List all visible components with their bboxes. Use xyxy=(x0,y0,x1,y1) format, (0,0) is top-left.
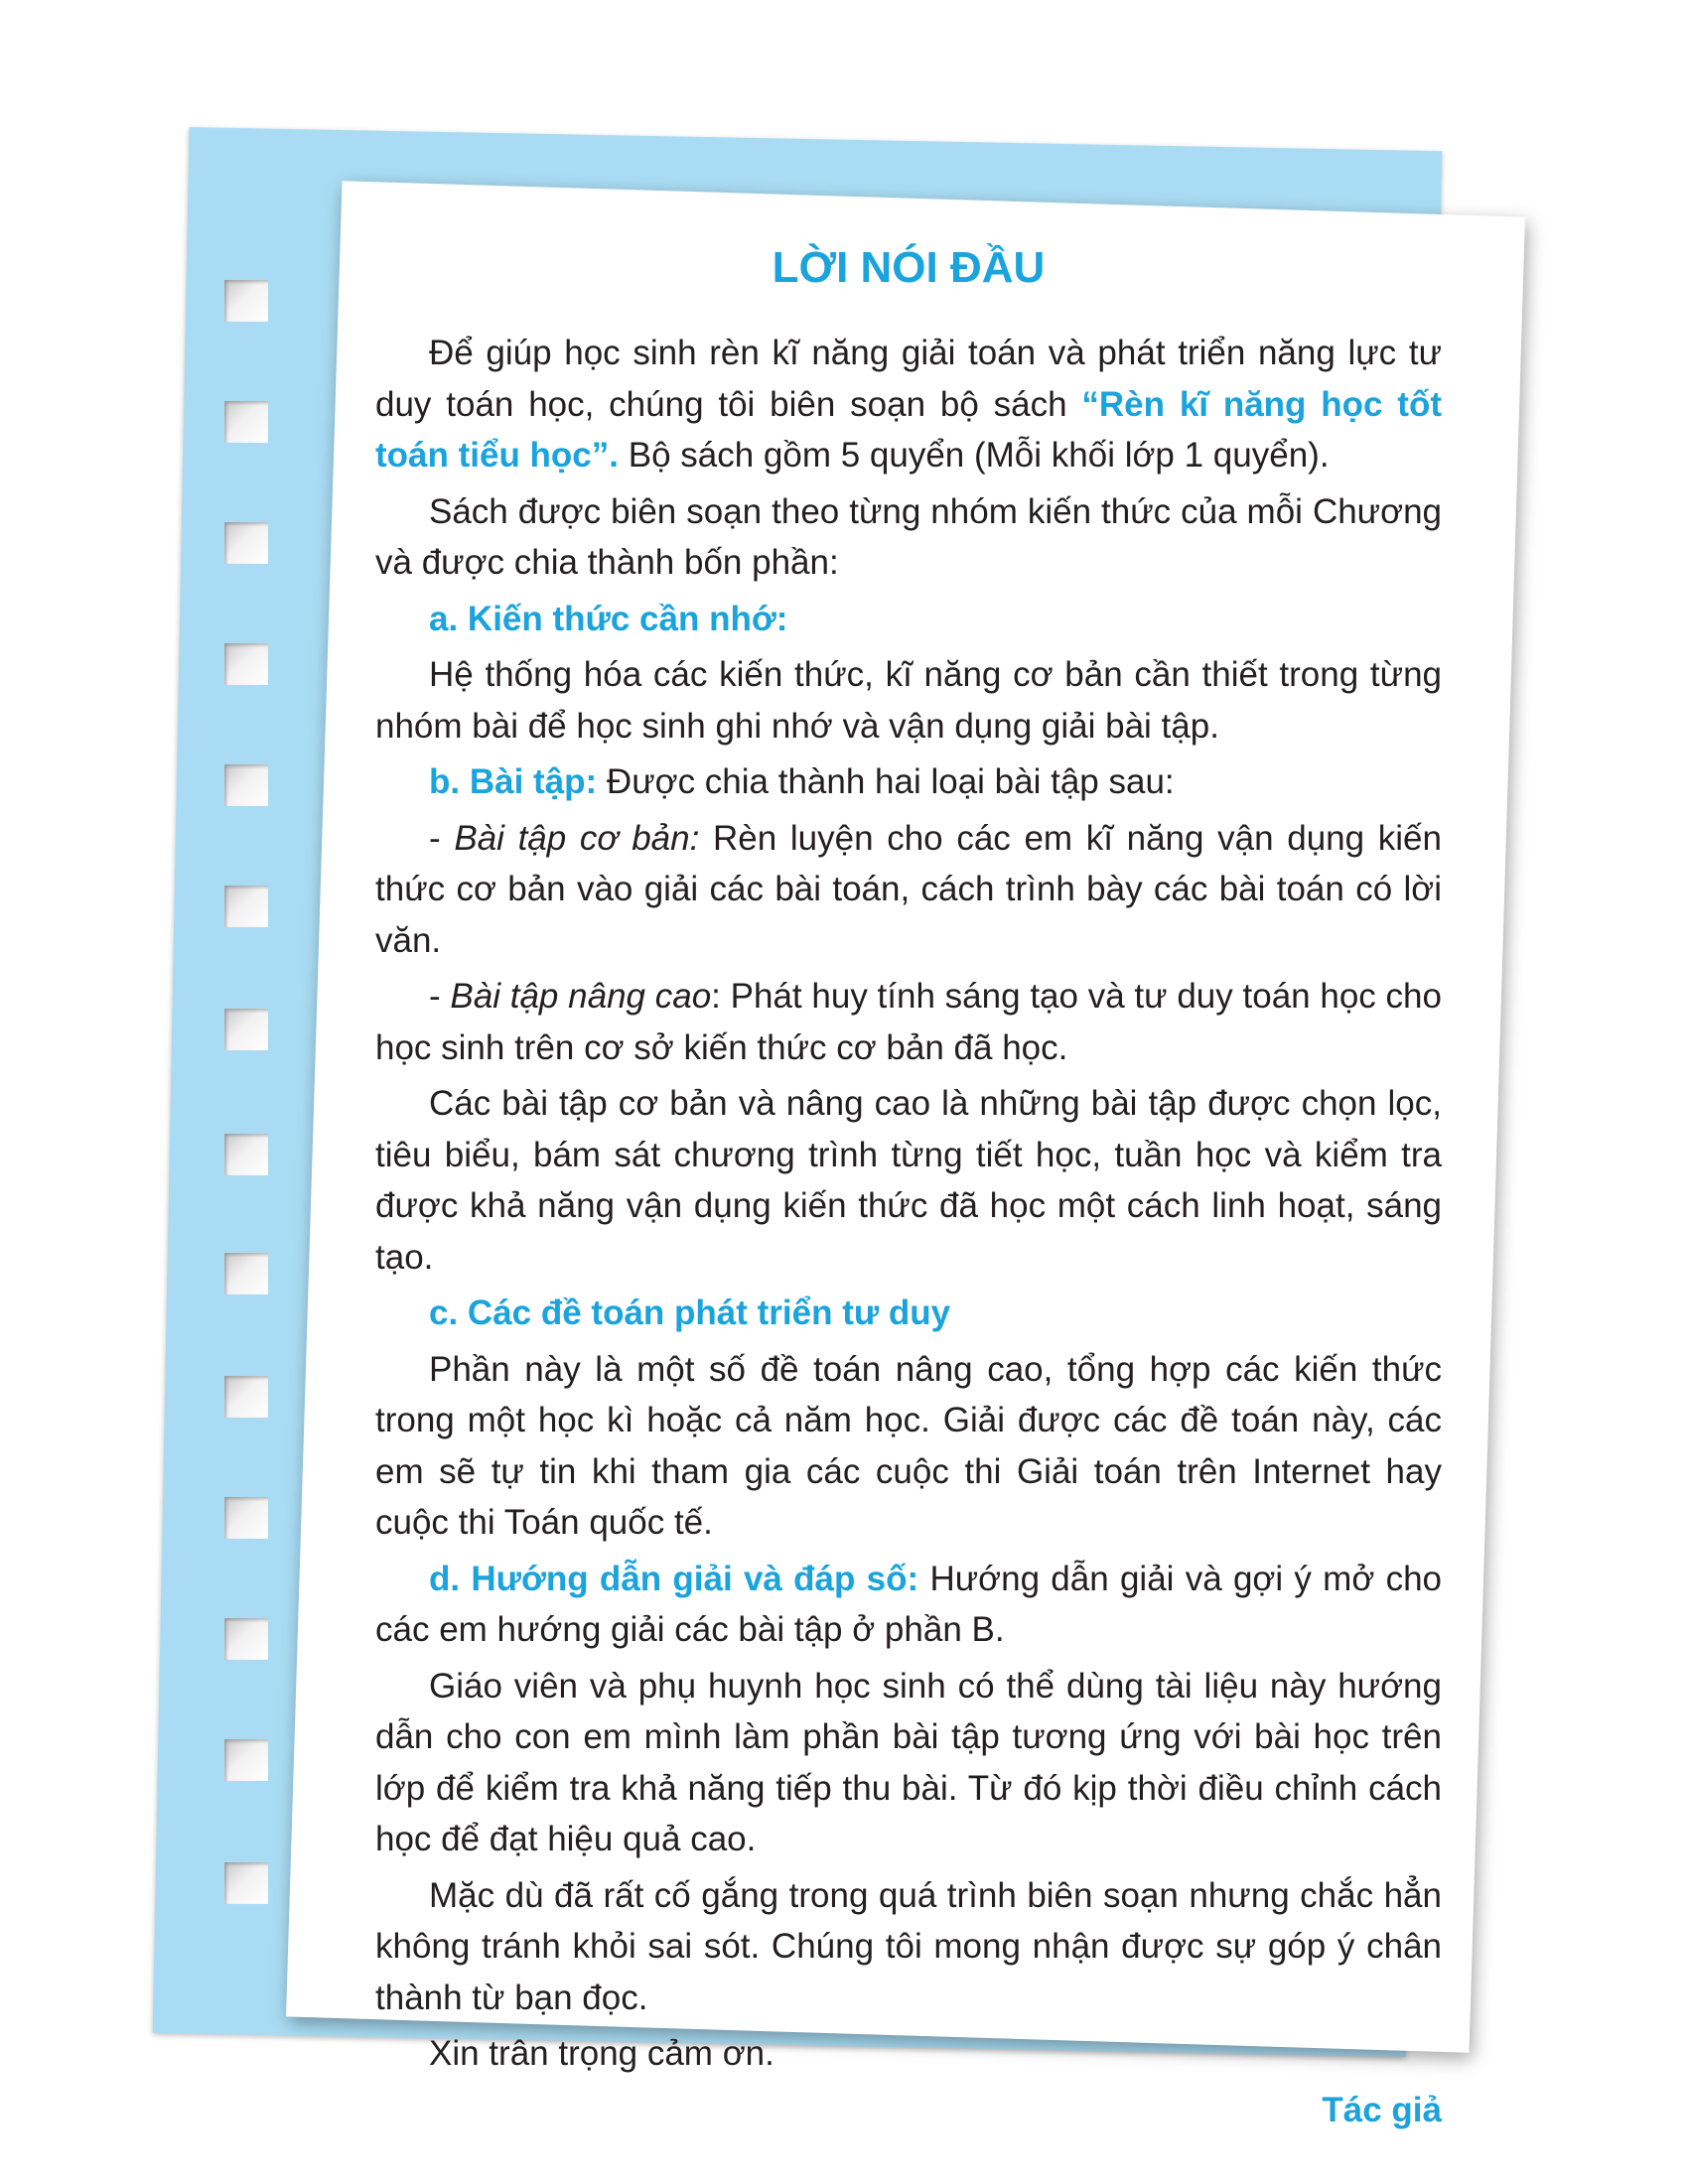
section-d-body: Hướng dẫn giải và gợi ý mở cho các em hướng giải các bài tập ở phần B. xyxy=(375,1559,1442,1649)
dash: - xyxy=(429,977,451,1016)
basic-exercise-label: Bài tập cơ bản: xyxy=(454,818,700,858)
thanks-paragraph: Xin trân trọng cảm ơn. xyxy=(429,2034,774,2073)
binder-hole xyxy=(224,1862,268,1904)
binder-hole xyxy=(224,401,268,443)
section-d-paragraph xyxy=(375,1554,1442,1656)
binder-hole xyxy=(224,280,268,322)
section-a-heading: a. Kiến thức cần nhớ: xyxy=(429,599,788,638)
advanced-exercise-label: Bài tập nâng cao xyxy=(450,977,712,1016)
binder-hole xyxy=(224,1497,268,1539)
binder-hole xyxy=(224,522,268,564)
section-b-heading: b. Bài tập: xyxy=(429,762,598,801)
section-c-body: Phần này là một số đề toán nâng cao, tổng hợp các kiến thức trong một học kì hoặc cả năm học. Giải được các đề toán này, các em sẽ tự tin khi tham gia các cuộc thi Giải toán trên Internet hay cuộc thi Toán quốc tế. xyxy=(375,1349,1442,1542)
preface-content xyxy=(375,238,1442,2135)
binder-hole xyxy=(224,1009,268,1050)
binder-hole xyxy=(224,643,268,685)
binder-hole xyxy=(224,886,268,927)
book-title: “Rèn kĩ năng học tốt toán tiểu học”. xyxy=(375,384,1442,475)
apology-paragraph: Mặc dù đã rất cố gắng trong quá trình biên soạn nhưng chắc hẳn không tránh khỏi sai sót. Chúng tôi mong nhận được sự góp ý chân thành từ bạn đọc. xyxy=(375,1875,1442,2017)
intro-text-end: Bộ sách gồm 5 quyển (Mỗi khối lớp 1 quyển). xyxy=(619,436,1330,475)
binder-hole xyxy=(224,1134,268,1175)
advanced-exercise-paragraph xyxy=(375,971,1442,1073)
section-b-paragraph xyxy=(375,756,1442,808)
author-signature: Tác giả xyxy=(1322,2090,1442,2129)
intro-paragraph xyxy=(375,328,1442,481)
basic-exercise-text: Rèn luyện cho các em kĩ năng vận dụng kiến thức cơ bản vào giải các bài toán, cách trình bày các bài toán có lời văn. xyxy=(375,818,1442,960)
binder-hole xyxy=(224,764,268,806)
exercise-summary: Các bài tập cơ bản và nâng cao là những bài tập được chọn lọc, tiêu biểu, bám sát chương trình từng tiết học, tuần học và kiểm tra được khả năng vận dụng kiến thức đã học một cách linh hoạt, sáng tạo. xyxy=(375,1084,1442,1277)
section-c-heading: c. Các đề toán phát triển tư duy xyxy=(429,1294,951,1332)
section-d-heading: d. Hướng dẫn giải và đáp số: xyxy=(429,1559,919,1598)
page-title: LỜI NÓI ĐẦU xyxy=(772,243,1046,292)
section-a-body: Hệ thống hóa các kiến thức, kĩ năng cơ bản cần thiết trong từng nhóm bài để học sinh ghi nhớ và vận dụng giải bài tập. xyxy=(375,655,1442,746)
intro-text: Để giúp học sinh rèn kĩ năng giải toán và phát triển năng lực tư duy toán học, chúng tôi biên soạn bộ sách xyxy=(375,334,1442,424)
binder-hole xyxy=(224,1618,268,1660)
binder-hole xyxy=(224,1739,268,1781)
structure-paragraph: Sách được biên soạn theo từng nhóm kiến thức của mỗi Chương và được chia thành bốn phần: xyxy=(375,491,1442,582)
guidance-paragraph: Giáo viên và phụ huynh học sinh có thể dùng tài liệu này hướng dẫn cho con em mình làm phần bài tập tương ứng với bài học trên lớp để kiểm tra khả năng tiếp thu bài. Từ đó kịp thời điều chỉnh cách học để đạt hiệu quả cao. xyxy=(375,1666,1442,1858)
binder-hole xyxy=(224,1253,268,1295)
advanced-exercise-text: : Phát huy tính sáng tạo và tư duy toán học cho học sinh trên cơ sở kiến thức cơ bản đã học. xyxy=(375,977,1442,1067)
dash: - xyxy=(429,818,455,858)
binder-hole xyxy=(224,1376,268,1418)
basic-exercise-paragraph xyxy=(375,813,1442,967)
section-b-body: Được chia thành hai loại bài tập sau: xyxy=(597,762,1175,801)
